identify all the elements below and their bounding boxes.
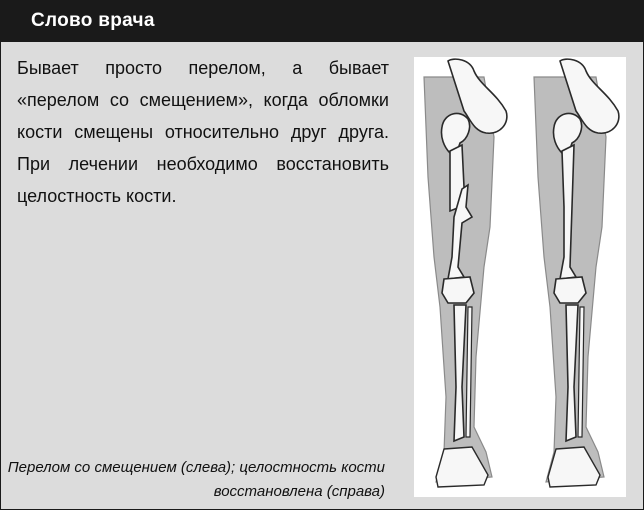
- header-bar: [1, 1, 643, 42]
- body-paragraph: Бывает просто перелом, а бывает «перелом со смещением», когда обломки кости смещены относительно друг друга. При лечении необходимо восстановить целостность кости.: [17, 58, 389, 206]
- figure-caption: [5, 456, 385, 504]
- caption-line-1: Перелом со смещением (слева); целостность кости: [7, 459, 385, 476]
- left-knee: [442, 277, 474, 303]
- leg-bones-illustration: [414, 57, 626, 497]
- caption-line-2: восстановлена (справа): [213, 483, 385, 500]
- right-knee: [554, 277, 586, 303]
- left-leg-displaced-fracture: [424, 59, 507, 487]
- right-leg-restored: [534, 59, 619, 487]
- leg-bones-svg: [414, 57, 626, 497]
- header-title: Слово врача: [31, 10, 155, 31]
